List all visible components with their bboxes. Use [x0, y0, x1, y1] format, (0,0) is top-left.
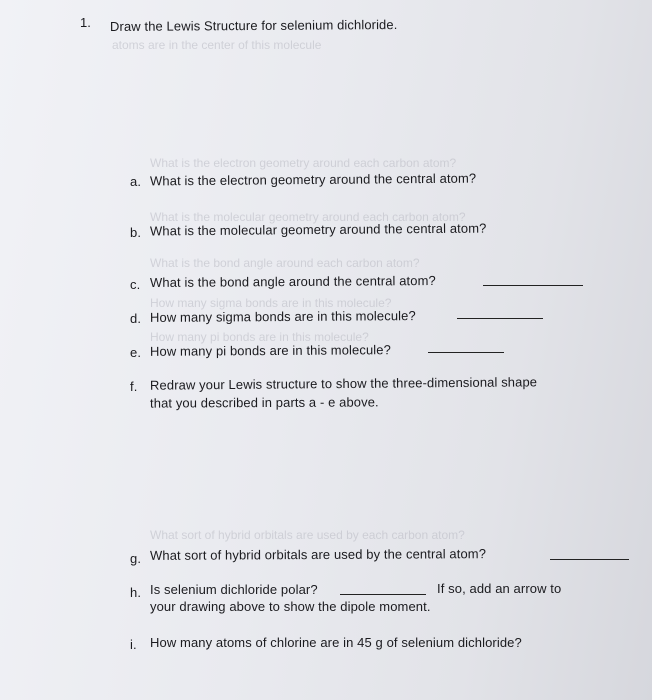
item-h-text: Is selenium dichloride polar? [150, 582, 318, 597]
item-a-letter: a. [130, 174, 142, 189]
item-h-answer-blank [340, 594, 426, 595]
bleed-through-6: How many pi bonds are in this molecule? [150, 330, 369, 344]
bleed-through-5: How many sigma bonds are in this molecule? [150, 296, 392, 310]
item-c-text: What is the bond angle around the central atom? [149, 273, 436, 290]
item-f-text-line-2: that you described in parts a - e above. [149, 394, 379, 411]
bleed-through-2: What is the electron geometry around each carbon atom? [150, 156, 457, 170]
item-d-text: How many sigma bonds are in this molecule? [149, 308, 416, 325]
item-b-text: What is the molecular geometry around the central atom? [149, 220, 487, 239]
question-number: 1. [80, 15, 91, 30]
item-h-letter: h. [130, 585, 142, 600]
item-i-letter: i. [130, 637, 137, 652]
item-h-text-line-2: your drawing above to show the dipole moment. [150, 599, 431, 614]
item-e-text: How many pi bonds are in this molecule? [149, 342, 391, 359]
item-a-text: What is the electron geometry around the central atom? [149, 170, 477, 189]
item-d-letter: d. [130, 311, 142, 326]
question-prompt: Draw the Lewis Structure for selenium dichloride. [109, 16, 398, 35]
bleed-through-4: What is the bond angle around each carbon atom? [150, 256, 420, 270]
bleed-through-1: atoms are in the center of this molecule [112, 38, 322, 52]
bleed-through-3: What is the molecular geometry around each carbon atom? [150, 210, 466, 224]
item-f-letter: f. [130, 379, 138, 394]
item-g-letter: g. [130, 551, 142, 566]
item-e-answer-blank [428, 352, 504, 353]
item-d-answer-blank [457, 318, 543, 319]
item-f-text: Redraw your Lewis structure to show the three-dimensional shape [149, 374, 538, 393]
item-c-answer-blank [483, 285, 583, 286]
item-g-answer-blank [550, 559, 629, 560]
item-e-letter: e. [130, 345, 142, 360]
item-b-letter: b. [130, 225, 142, 240]
item-g-text: What sort of hybrid orbitals are used by the central atom? [149, 546, 487, 563]
item-i-text: How many atoms of chlorine are in 45 g of selenium dichloride? [150, 635, 522, 650]
item-c-letter: c. [130, 277, 141, 292]
bleed-through-7: What sort of hybrid orbitals are used by each carbon atom? [150, 528, 465, 542]
item-h-text-continued: If so, add an arrow to [437, 581, 562, 596]
